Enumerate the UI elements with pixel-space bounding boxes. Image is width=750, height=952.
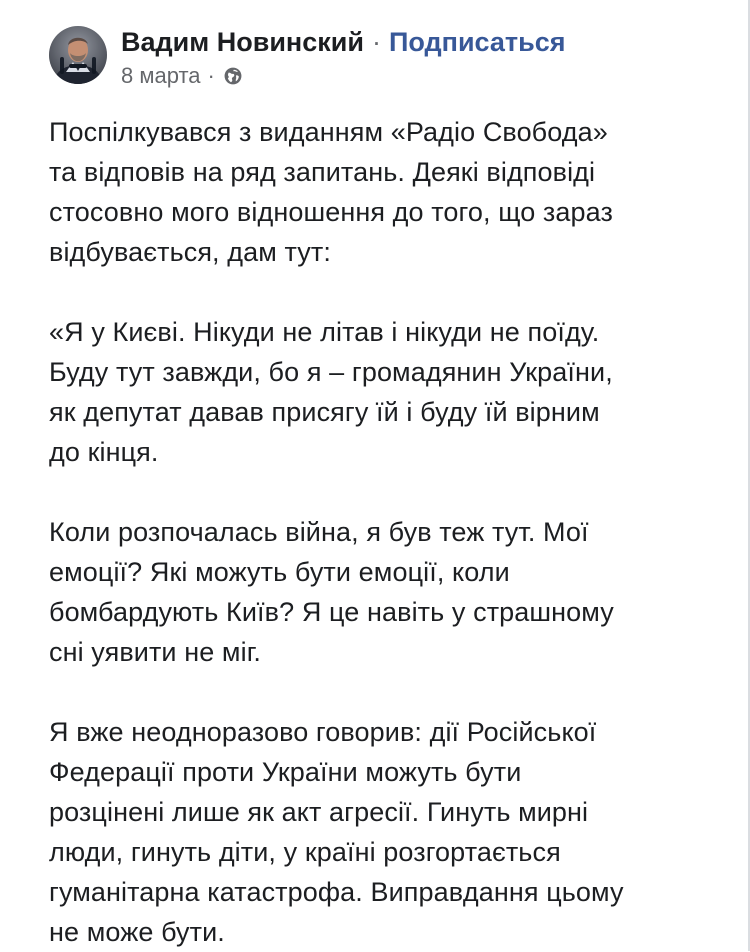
post-meta [121, 25, 720, 91]
post-paragraph-1: Поспілкувався з виданням «Радіо Свобода» та відповів на ряд запитань. Деякі відповіді стосовно мого відношення до того, що зараз відбувається, дам тут: [49, 117, 613, 267]
date-separator: · [207, 63, 215, 88]
title-separator: · [371, 27, 381, 57]
post-subline [121, 61, 720, 91]
author-avatar[interactable] [49, 26, 107, 84]
globe-icon[interactable] [222, 65, 244, 87]
author-name[interactable]: Вадим Новинский [121, 27, 364, 57]
post-paragraph-2: «Я у Києві. Нікуди не літав і нікуди не поїду. Буду тут завжди, бо я – громадянин України, як депутат давав присягу їй і буду їй вірним до кінця. [49, 317, 613, 467]
post-date[interactable]: 8 марта [121, 63, 201, 88]
post-paragraph-4: Я вже неодноразово говорив: дії Російської Федерації проти України можуть бути розцінені лише як акт агресії. Гинуть мирні люди, гинуть діти, у країні розгортається гуманітарна катастрофа. Виправдання цьому не може бути. [49, 717, 624, 947]
subscribe-button[interactable]: Подписаться [388, 27, 566, 57]
post-header [49, 14, 720, 94]
post-paragraph-3: Коли розпочалась війна, я був теж тут. Мої емоції? Які можуть бути емоції, коли бомбардують Київ? Я це навіть у страшному сні уявити не міг. [49, 517, 614, 667]
author-line [121, 25, 720, 59]
post-body [49, 112, 714, 952]
